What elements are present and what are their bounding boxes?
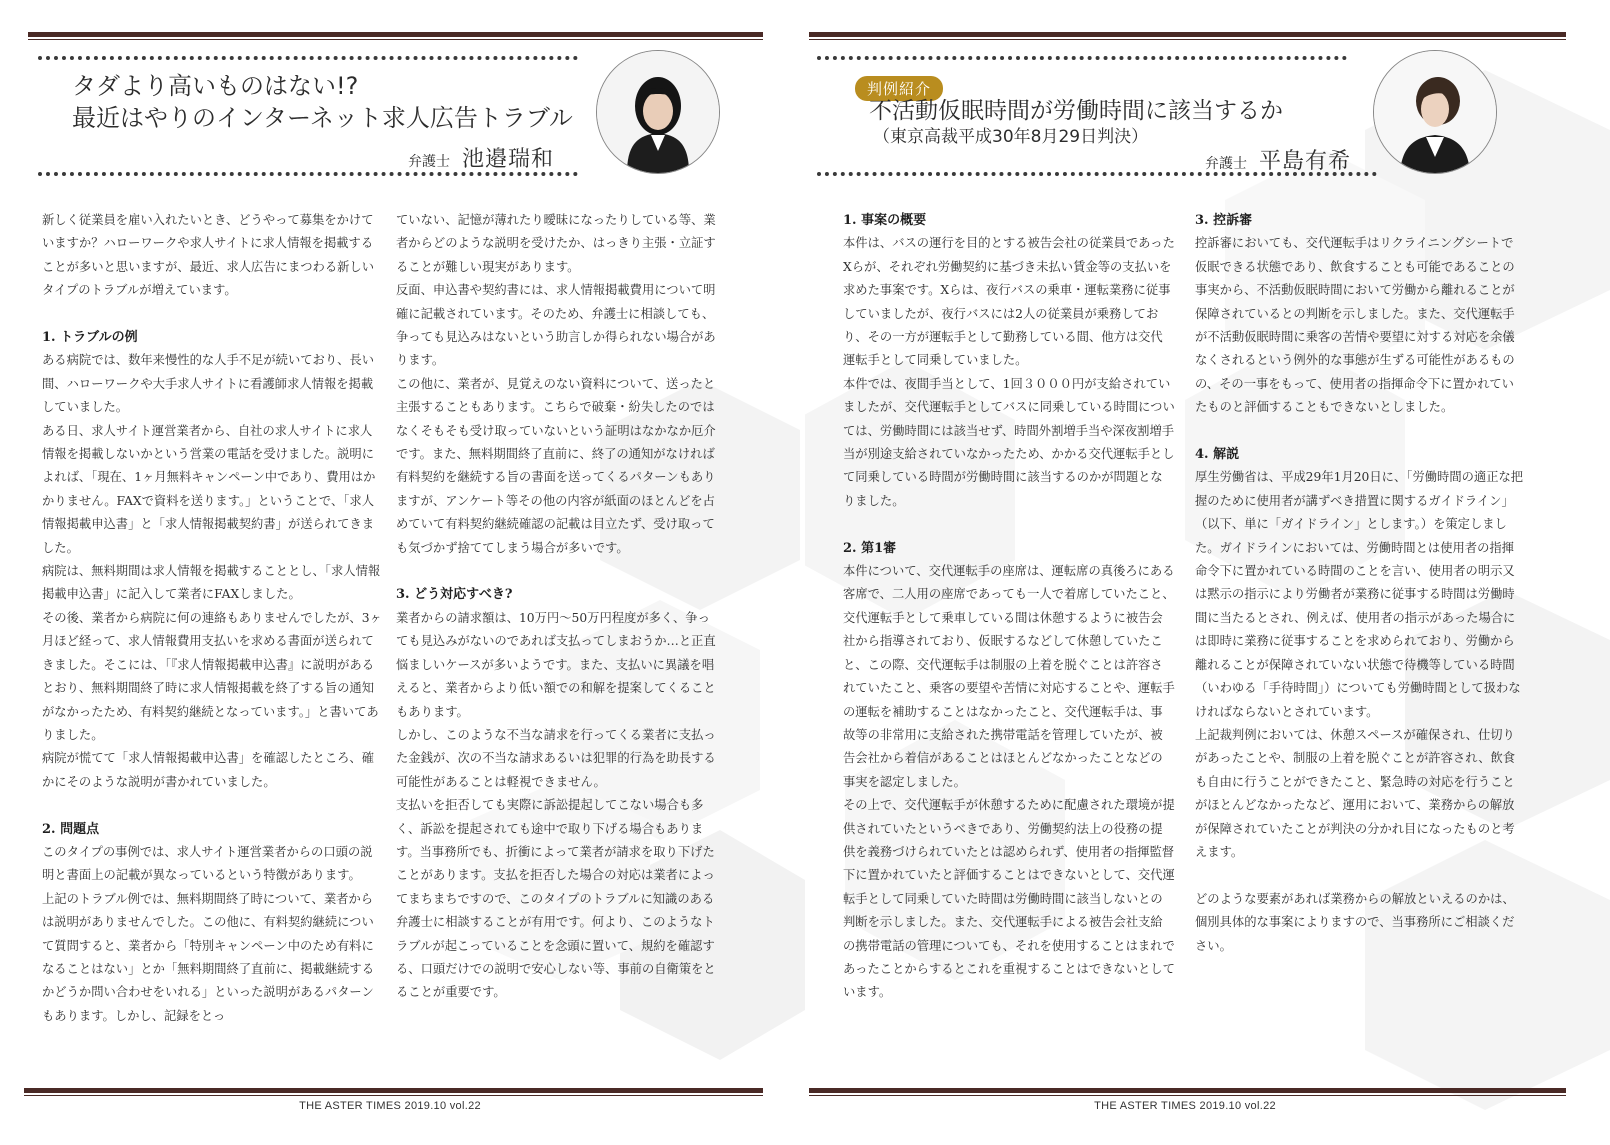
section-heading: 1. 事案の概要 — [843, 213, 927, 228]
paragraph: このタイプの事例では、求人サイト運営業者からの口頭の説明と書面上の記載が異なっているという特徴があります。 — [42, 844, 373, 883]
paragraph: 本件では、夜間手当として、1回３０００円が支給されていましたが、交代運転手としてバスに同乗している時間については、労働時間には該当せず、時間外割増手当や深夜割増手当が別途支給されていなかったため、かかる交代運転手として同乗している時間が労働時間に該当するのかが問題となりました。 — [843, 376, 1175, 508]
author-photo — [1373, 50, 1497, 174]
section-heading: 4. 解説 — [1195, 447, 1240, 463]
paragraph: その後、業者から病院に何の連絡もありませんでしたが、3ヶ月ほど経って、求人情報費用支払いを求める書面が送られてきました。そこには、「『求人情報掲載申込書』に説明があるとおり、無料期間終了時に求人情報掲載を終了する旨の通知がなかったため、有料契約継続となっています。」と書いてありました。 — [42, 610, 382, 742]
author-name: 平島有希 — [1259, 149, 1352, 174]
paragraph: 反面、申込書や契約書には、求人情報掲載費用について明確に記載されています。そのため、弁護士に相談しても、争っても見込みはないという助言しか得られない場合があります。 — [396, 283, 716, 368]
paragraph: その上で、交代運転手が休憩するために配慮された環境が提供されていたというべきであり、労働契約法上の役務の提供を義務づけられていたとは認められず、使用者の指揮監督下に置かれていたと評価することはできないとして、交代運転手として同乗していた時間は労働時間に該当しないとの判断を示しました。また、交代運転手による被告会社支給の携帯電話の管理についても、それを使用することはまれであったことからするとこれを重視することはできないとしています。 — [843, 798, 1175, 1000]
top-rule — [809, 32, 1566, 41]
paragraph: 上記裁判例においては、休憩スペースが確保され、仕切りがあったことや、制服の上着を脱ぐことが許容され、飲食も自由に行うことができたこと、緊急時の対応を行うことがほとんどなかったなど、運用において、業務からの解放が保障されていたことが判決の分かれ目になったものと考えます。 — [1195, 727, 1516, 859]
author-role: 弁護士 — [1205, 156, 1247, 172]
footer-issue: THE ASTER TIMES 2019.10 vol.22 — [1094, 1100, 1276, 1112]
paragraph: ある日、求人サイト運営業者から、自社の求人サイトに求人情報を掲載しないかという営業の電話を受けました。説明によれば、「現在、1ヶ月無料キャンペーン中であり、費用はかかりません。FAXで資料を送ります。」ということで、「求人情報掲載申込書」と「求人情報掲載契約書」が送られてきました。 — [42, 423, 376, 555]
footer-issue: THE ASTER TIMES 2019.10 vol.22 — [299, 1100, 481, 1112]
paragraph: 控訴審においても、交代運転手はリクライニングシートで仮眠できる状態であり、飲食することも可能であることの事実から、不活動仮眠時間において労働から離れることが保障されているとの判断を示しました。また、交代運転手が不活動仮眠時間に乗客の苦情や要望に対する対応を余儀なくされるという例外的な事態が生ずる可能性があるものの、その一事をもって、使用者の指揮命令下に置かれていたものと評価することもできないとしました。 — [1195, 236, 1515, 415]
article-title — [72, 70, 573, 134]
right-column-1 — [843, 209, 1175, 1005]
section-heading: 2. 第1審 — [843, 540, 897, 556]
section-heading: 3. 控訴審 — [1195, 213, 1253, 228]
paragraph: 上記のトラブル例では、無料期間終了時について、業者からは説明がありませんでした。この他に、有料契約継続について質問すると、業者から「特別キャンペーン中のため有料になることはない」とか「無料期間終了直前に、掲載継続するかどうか問い合わせをいれる」といった説明があるパターンもあります。しかし、記録をとっ — [42, 891, 375, 1023]
paragraph: 本件は、バスの運行を目的とする被告会社の従業員であったXらが、それぞれ労働契約に基づき未払い賃金等の支払いを求めた事案です。Xらは、夜行バスの乗車・運転業務に従事していましたが、夜行バスには2人の従業員が乗務しており、その一方が運転手として勤務している間、他方は交代運転手として同乗していました。 — [843, 236, 1175, 368]
right-page — [805, 0, 1610, 1145]
section-heading: 3. どう対応すべき? — [396, 587, 513, 603]
left-column-1 — [42, 209, 382, 1028]
paragraph: 業者からの請求額は、10万円〜50万円程度が多く、争っても見込みがないのであれば支払ってしまおうか…と正直悩ましいケースが多いようです。また、支払いに異議を唱えると、業者からより低い額での和解を提案してくることもあります。 — [396, 610, 716, 719]
section-heading: 1. トラブルの例 — [42, 330, 138, 346]
article-title — [869, 96, 1283, 148]
paragraph: しかし、このような不当な請求を行ってくる業者に支払った金銭が、次の不当な請求あるいは犯罪的行為を助長する可能性があることは軽視できません。 — [396, 727, 716, 789]
paragraph: 支払いを拒否しても実際に訴訟提起してこない場合も多く、訴訟を提起されても途中で取り下げる場合もあります。当事務所でも、折衝によって業者が請求を取り下げたことがあります。支払を拒否した場合の対応は業者によってまちまちですので、このタイプのトラブルに知識のある弁護士に相談することが有用です。何より、このようなトラブルが起こっていることを念頭に置いて、規約を確認する、口頭だけでの説明で安心しない等、事前の自衛策をとることが重要です。 — [396, 798, 716, 1000]
title-dotted-rule-top — [38, 56, 578, 60]
section-heading: 2. 問題点 — [42, 821, 100, 837]
paragraph: 厚生労働省は、平成29年1月20日に、「労働時間の適正な把握のために使用者が講ずべき措置に関するガイドライン」（以下、単に「ガイドライン」とします。）を策定しました。ガイドラインにおいては、労働時間とは使用者の指揮命令下に置かれている時間のことを言い、使用者の明示又は黙示の指示により労働者が業務に従事する時間は労働時間に当たるとされ、例えば、使用者の指示があった場合には即時に業務に従事することを求められており、労働から離れることが保障されていない状態で待機等している時間（いわゆる「手待時間」）についても労働時間として扱わなければならないとされています。 — [1195, 470, 1524, 719]
paragraph: どのような要素があれば業務からの解放といえるのかは、個別具体的な事案によりますので、当事務所にご相談ください。 — [1195, 891, 1515, 953]
case-study-badge: 判例紹介 — [855, 76, 943, 101]
paragraph: 病院は、無料期間は求人情報を掲載することとし、「求人情報掲載申込書」に記入して業者にFAXしました。 — [42, 564, 381, 602]
author-role: 弁護士 — [408, 154, 450, 170]
author-photo — [596, 50, 720, 174]
title-sub: （東京高裁平成30年8月29日判決） — [873, 127, 1149, 147]
bottom-rule — [24, 1088, 763, 1097]
paragraph: この他に、業者が、見覚えのない資料について、送ったと主張することもあります。こちらで破棄・紛失したのではなくそもそも受け取っていないという証明はなかなか厄介です。また、無料期間終了直前に、終了の通知がなければ有料契約を継続する旨の書面を送ってくるパターンもありますが、アンケート等その他の内容が紙面のほとんどを占めていて有料契約継続確認の記載は目立たず、受け取っても気づかず捨ててしまう場合が多いです。 — [396, 376, 716, 555]
title-dotted-rule-top — [817, 56, 1347, 60]
paragraph: ある病院では、数年来慢性的な人手不足が続いており、長い間、ハローワークや大手求人サイトに看護師求人情報を掲載していました。 — [42, 353, 375, 415]
paragraph: 本件について、交代運転手の座席は、運転席の真後ろにある客席で、二人用の座席であっても一人で着席していたこと、交代運転手として乗車している間は休憩するように被告会社から指導されており、仮眠するなどして休憩していたこと、この際、交代運転手は制服の上着を脱ぐことは許容されていたこと、乗客の要望や苦情に対応することや、運転手の運転を補助することはなかったこと、交代運転手は、事故等の非常用に支給された携帯電話を管理していたが、被告会社から着信があることはほとんどなかったことなどの事実を認定しました。 — [843, 564, 1175, 789]
title-line-2: 最近はやりのインターネット求人広告トラブル — [72, 104, 573, 132]
author-byline — [1205, 144, 1351, 175]
left-column-2 — [396, 209, 718, 1005]
paragraph: 新しく従業員を雇い入れたいとき、どうやって募集をかけていますか？ハローワークや求人サイトに求人情報を掲載することが多いと思いますが、最近、求人広告にまつわる新しいタイプのトラブルが増えています。 — [42, 213, 375, 298]
bottom-rule — [809, 1088, 1566, 1097]
title-main: 不活動仮眠時間が労働時間に該当するか — [869, 98, 1283, 124]
author-byline — [408, 142, 554, 173]
paragraph: ていない、記憶が薄れたり曖昧になったりしている等、業者からどのような説明を受けたか、はっきり主張・立証することが難しい現実があります。 — [396, 213, 716, 274]
author-name: 池邉瑞和 — [462, 147, 555, 172]
top-rule — [28, 32, 763, 41]
paragraph: 病院が慌てて「求人情報掲載申込書」を確認したところ、確かにそのような説明が書かれていました。 — [42, 751, 375, 789]
right-column-2 — [1195, 209, 1525, 958]
title-line-1: タダより高いものはない!? — [72, 72, 359, 100]
